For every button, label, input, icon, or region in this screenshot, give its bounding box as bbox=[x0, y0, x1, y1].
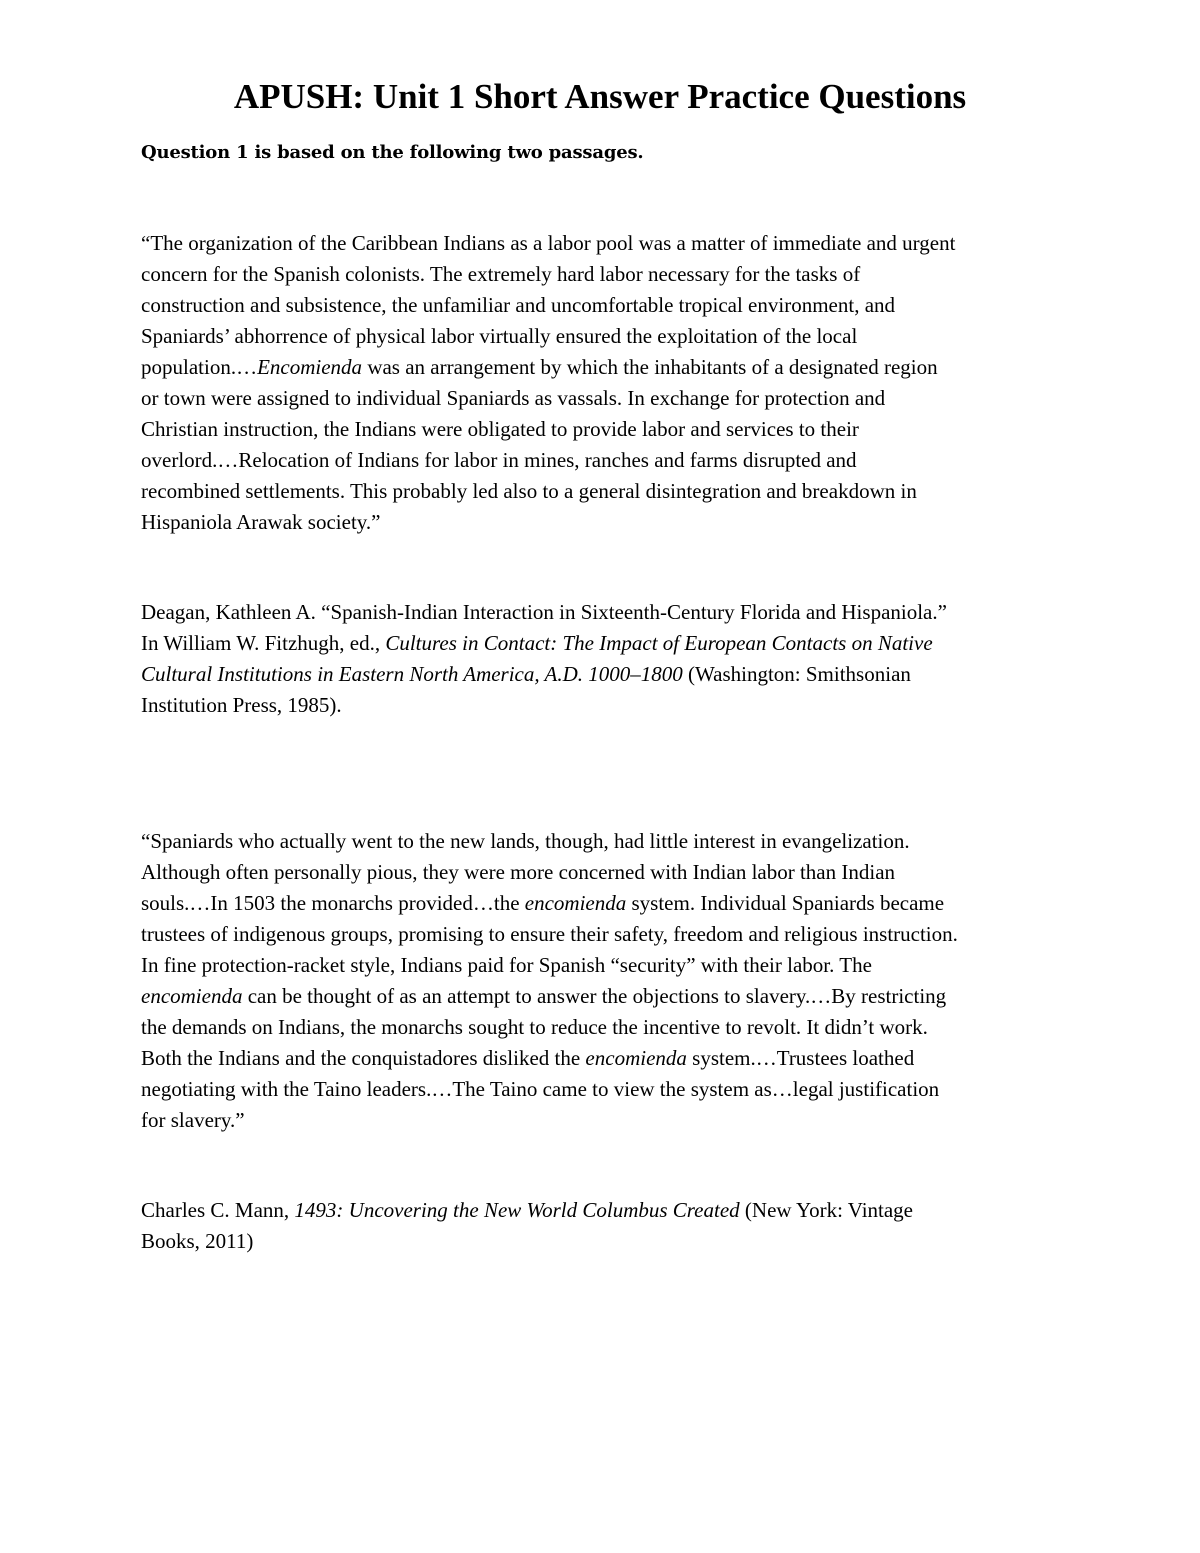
text-run: souls.…In 1503 the monarchs provided…the bbox=[141, 891, 525, 915]
text-line bbox=[141, 1226, 913, 1257]
citation-2 bbox=[141, 1195, 913, 1257]
text-run: Although often personally pious, they were more concerned with Indian labor than Indian bbox=[141, 860, 896, 884]
text-run: In fine protection-racket style, Indians paid for Spanish “security” with their labor. The bbox=[141, 953, 872, 977]
text-line bbox=[141, 690, 947, 721]
text-run: (Washington: Smithsonian bbox=[682, 662, 911, 686]
text-run: Books, 2011) bbox=[141, 1229, 254, 1253]
question-intro: Question 1 is based on the following two passages. bbox=[141, 142, 644, 163]
text-line bbox=[141, 1074, 958, 1105]
text-run: Christian instruction, the Indians were obligated to provide labor and services to their bbox=[141, 417, 859, 441]
text-run: (New York: Vintage bbox=[739, 1198, 913, 1222]
passage-1 bbox=[141, 228, 955, 538]
text-run: Spaniards’ abhorrence of physical labor virtually ensured the exploitation of the local bbox=[141, 324, 858, 348]
text-run: can be thought of as an attempt to answer the objections to slavery.…By restricting bbox=[242, 984, 947, 1008]
italic-run: Cultures in Contact: The Impact of European Contacts on Native bbox=[385, 631, 933, 655]
text-line bbox=[141, 1043, 958, 1074]
text-run: Both the Indians and the conquistadores disliked the bbox=[141, 1046, 586, 1070]
italic-run: Cultural Institutions in Eastern North America, A.D. 1000–1800 bbox=[141, 662, 683, 686]
text-line bbox=[141, 826, 958, 857]
italic-run: encomienda bbox=[524, 891, 627, 915]
text-line bbox=[141, 919, 958, 950]
text-line bbox=[141, 1012, 958, 1043]
text-run: construction and subsistence, the unfamiliar and uncomfortable tropical environment, and bbox=[141, 293, 896, 317]
italic-run: 1493: Uncovering the New World Columbus Created bbox=[294, 1198, 740, 1222]
page-title: APUSH: Unit 1 Short Answer Practice Questions bbox=[233, 77, 967, 116]
italic-run: encomienda bbox=[141, 984, 243, 1008]
text-line bbox=[141, 950, 958, 981]
text-line bbox=[141, 321, 955, 352]
text-line bbox=[141, 476, 955, 507]
text-line bbox=[141, 445, 955, 476]
text-run: trustees of indigenous groups, promising to ensure their safety, freedom and religious instruction. bbox=[141, 922, 958, 946]
text-line bbox=[141, 228, 955, 259]
text-line bbox=[141, 981, 958, 1012]
text-line bbox=[141, 383, 955, 414]
text-run: population.… bbox=[141, 355, 258, 379]
text-run: Hispaniola Arawak society.” bbox=[141, 510, 381, 534]
text-run: the demands on Indians, the monarchs sought to reduce the incentive to revolt. It didn’t work. bbox=[141, 1015, 928, 1039]
text-line bbox=[141, 888, 958, 919]
text-run: Charles C. Mann, bbox=[141, 1198, 295, 1222]
text-line bbox=[141, 1105, 958, 1136]
text-run: “Spaniards who actually went to the new lands, though, had little interest in evangelization. bbox=[141, 829, 910, 853]
text-line bbox=[141, 857, 958, 888]
text-run: concern for the Spanish colonists. The extremely hard labor necessary for the tasks of bbox=[141, 262, 861, 286]
text-line bbox=[141, 1195, 913, 1226]
text-run: for slavery.” bbox=[141, 1108, 245, 1132]
text-run: “The organization of the Caribbean Indians as a labor pool was a matter of immediate and urgent bbox=[141, 231, 956, 255]
text-line bbox=[141, 628, 947, 659]
text-line bbox=[141, 659, 947, 690]
text-run: Institution Press, 1985). bbox=[141, 693, 342, 717]
text-line bbox=[141, 597, 947, 628]
citation-1 bbox=[141, 597, 947, 721]
text-run: overlord.…Relocation of Indians for labor in mines, ranches and farms disrupted and bbox=[141, 448, 857, 472]
passage-2 bbox=[141, 826, 958, 1136]
text-line bbox=[141, 507, 955, 538]
text-line bbox=[141, 414, 955, 445]
text-run: was an arrangement by which the inhabitants of a designated region bbox=[362, 355, 938, 379]
text-run: recombined settlements. This probably led also to a general disintegration and breakdown in bbox=[141, 479, 917, 503]
text-line bbox=[141, 352, 955, 383]
text-run: Deagan, Kathleen A. “Spanish-Indian Interaction in Sixteenth-Century Florida and Hispaniola.” bbox=[141, 600, 947, 624]
italic-run: encomienda bbox=[585, 1046, 687, 1070]
italic-run: Encomienda bbox=[257, 355, 363, 379]
text-line bbox=[141, 290, 955, 321]
text-run: or town were assigned to individual Spaniards as vassals. In exchange for protection and bbox=[141, 386, 886, 410]
text-run: system. Individual Spaniards became bbox=[626, 891, 945, 915]
text-run: negotiating with the Taino leaders.…The Taino came to view the system as…legal justification bbox=[141, 1077, 940, 1101]
text-run: system.…Trustees loathed bbox=[686, 1046, 915, 1070]
text-line bbox=[141, 259, 955, 290]
text-run: In William W. Fitzhugh, ed., bbox=[141, 631, 386, 655]
